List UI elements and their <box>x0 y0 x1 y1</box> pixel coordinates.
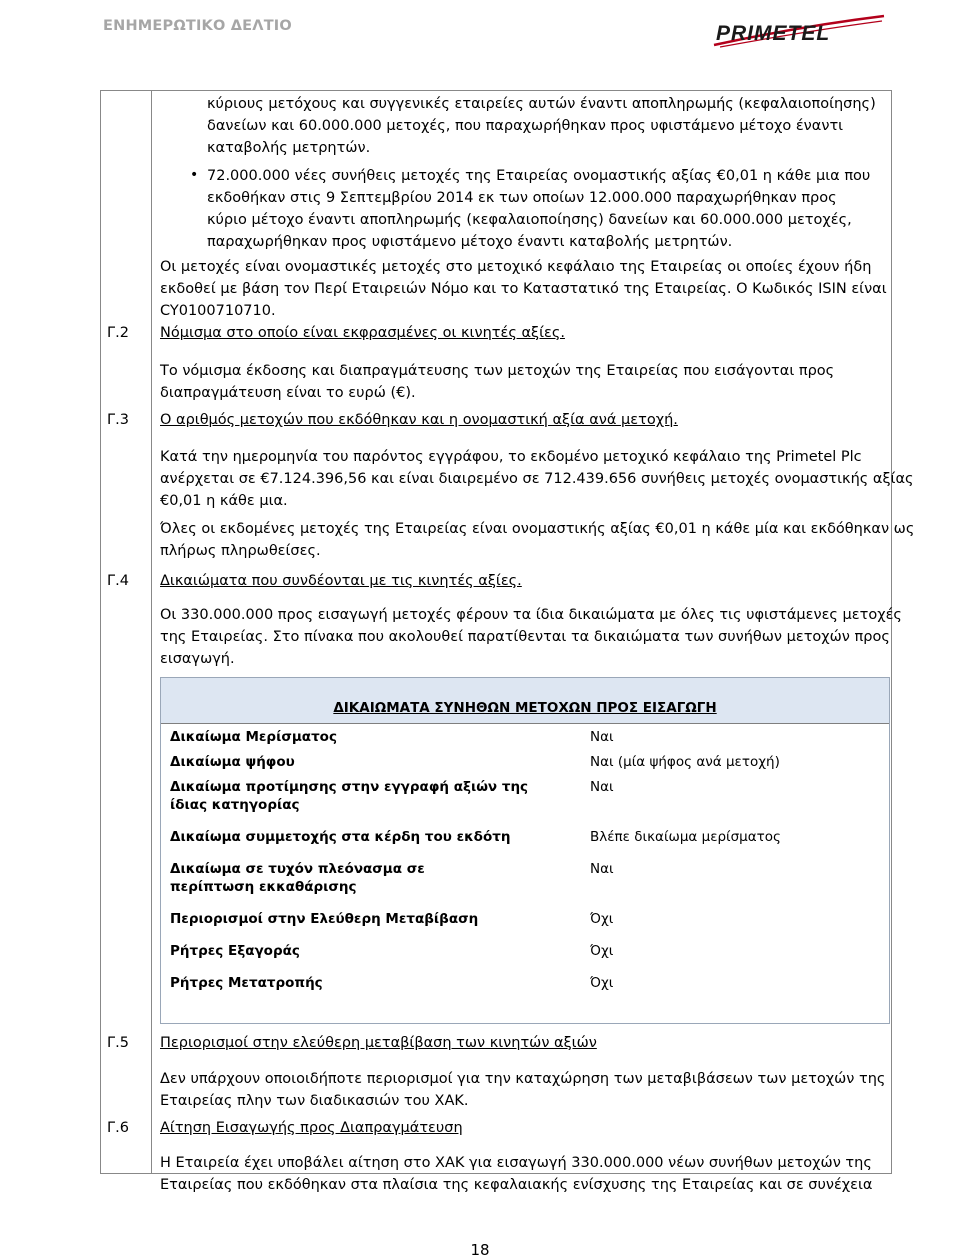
rights-row-label-line-2: ίδιας κατηγορίας <box>170 797 300 813</box>
page-number: 18 <box>470 1241 490 1259</box>
svg-text:PRIMETEL: PRIMETEL <box>716 22 831 45</box>
section-title-g3: Ο αριθμός μετοχών που εκδόθηκαν και η ονομαστική αξία ανά μετοχή. <box>160 412 678 428</box>
section-title-g4: Δικαιώματα που συνδέονται με τις κινητές αξίες. <box>160 573 522 589</box>
g5-line-1: Δεν υπάρχουν οποιοιδήποτε περιορισμοί για την καταχώρηση των μεταβιβάσεων των μετοχών της <box>160 1071 886 1087</box>
document-header-title: ΕΝΗΜΕΡΩΤΙΚΟ ΔΕΛΤΙΟ <box>103 18 292 34</box>
g4-line-3: εισαγωγή. <box>160 651 235 667</box>
section-title-g2: Νόμισμα στο οποίο είναι εκφρασμένες οι κινητές αξίες. <box>160 325 565 341</box>
bullet-line-2: εκδοθήκαν στις 9 Σεπτεμβρίου 2014 εκ των οποίων 12.000.000 παραχωρήθηκαν προς <box>207 190 837 206</box>
g3-p1-line-1: Κατά την ημερομηνία του παρόντος εγγράφου, το εκδομένο μετοχικό κεφάλαιο της Primetel Plc <box>160 449 862 465</box>
intro-line-3: καταβολής μετρητών. <box>207 140 371 156</box>
bullet-line-3: κύριο μέτοχο έναντι αποπληρωμής (κεφαλαιοποίησης) δανείων και 60.000.000 μετοχές, <box>207 212 852 228</box>
rights-row-value: Ναι <box>590 729 614 745</box>
section-number-g6: Γ.6 <box>107 1120 129 1136</box>
rights-row-label: Περιορισμοί στην Ελεύθερη Μεταβίβαση <box>170 911 479 927</box>
g6-line-1: Η Εταιρεία έχει υποβάλει αίτηση στο ΧΑΚ για εισαγωγή 330.000.000 νέων συνήθων μετοχών της <box>160 1155 872 1171</box>
rights-table-title: ΔΙΚΑΙΩΜΑΤΑ ΣΥΝΗΘΩΝ ΜΕΤΟΧΩΝ ΠΡΟΣ ΕΙΣΑΓΩΓΗ <box>333 700 717 716</box>
section-title-g5: Περιορισμοί στην ελεύθερη μεταβίβαση των κινητών αξιών <box>160 1035 597 1051</box>
rights-row-value: Όχι <box>590 911 614 927</box>
rights-row-label: Δικαίωμα συμμετοχής στα κέρδη του εκδότη <box>170 829 511 845</box>
g5-line-2: Εταιρείας πλην των διαδικασιών του ΧΑΚ. <box>160 1093 469 1109</box>
rights-table-header <box>160 677 890 724</box>
g2-line-1: Το νόμισμα έκδοσης και διαπραγμάτευσης των μετοχών της Εταιρείας που εισάγονται προς <box>160 363 835 379</box>
rights-row-label: Δικαίωμα ψήφου <box>170 754 295 770</box>
bullet-icon: • <box>190 167 199 183</box>
rights-row-value: Ναι (μία ψήφος ανά μετοχή) <box>590 754 780 770</box>
rights-row-value: Ναι <box>590 861 614 877</box>
column-divider <box>151 90 152 1173</box>
section-number-g4: Γ.4 <box>107 573 129 589</box>
isin-para-line-2: εκδοθεί με βάση τον Περί Εταιρειών Νόμο και το Καταστατικό της Εταιρείας. Ο Κωδικός ISIN είναι <box>160 281 887 297</box>
rights-row-value: Ναι <box>590 779 614 795</box>
bullet-line-1: 72.000.000 νέες συνήθεις μετοχές της Εταιρείας ονομαστικής αξίας €0,01 η κάθε μια που <box>207 168 871 184</box>
isin-para-line-1: Οι μετοχές είναι ονομαστικές μετοχές στο μετοχικό κεφάλαιο της Εταιρείας οι οποίες έχουν ήδη <box>160 259 872 275</box>
rights-row-label-line-1: Δικαίωμα σε τυχόν πλεόνασμα σε <box>170 861 425 877</box>
rights-row-label-line-2: περίπτωση εκκαθάρισης <box>170 879 357 895</box>
section-number-g5: Γ.5 <box>107 1035 129 1051</box>
g3-p2-line-1: Όλες οι εκδομένες μετοχές της Εταιρείας είναι ονομαστικής αξίας €0,01 η κάθε μία και εκδόθηκαν ως <box>160 521 915 537</box>
rights-row-label: Ρήτρες Μετατροπής <box>170 975 323 991</box>
g3-p1-line-2: ανέρχεται σε €7.124.396,56 και είναι διαιρεμένο σε 712.439.656 συνήθεις μετοχές ονομαστικής αξίας <box>160 471 914 487</box>
isin-para-line-3: CY0100710710. <box>160 303 276 319</box>
intro-line-2: δανείων και 60.000.000 μετοχές, που παραχωρήθηκαν προς υφιστάμενο μέτοχο έναντι <box>207 118 844 134</box>
rights-row-label: Ρήτρες Εξαγοράς <box>170 943 300 959</box>
rights-row-value: Όχι <box>590 975 614 991</box>
section-title-g6: Αίτηση Εισαγωγής προς Διαπραγμάτευση <box>160 1120 463 1136</box>
g3-p1-line-3: €0,01 η κάθε μια. <box>160 493 288 509</box>
g4-line-1: Οι 330.000.000 προς εισαγωγή μετοχές φέρουν τα ίδια δικαιώματα με όλες τις υφιστάμενες μετοχές <box>160 607 902 623</box>
bullet-line-4: παραχωρήθηκαν προς υφιστάμενο μέτοχο έναντι καταβολής μετρητών. <box>207 234 733 250</box>
section-number-g3: Γ.3 <box>107 412 129 428</box>
rights-row-label-line-1: Δικαίωμα προτίμησης στην εγγραφή αξιών της <box>170 779 529 795</box>
rights-row-value: Βλέπε δικαίωμα μερίσματος <box>590 829 781 845</box>
g6-line-2: Εταιρείας που εκδόθηκαν στα πλαίσια της κεφαλαιακής ενίσχυσης της Εταιρείας και σε συνέχεια <box>160 1177 873 1193</box>
section-number-g2: Γ.2 <box>107 325 129 341</box>
g4-line-2: της Εταιρείας. Στο πίνακα που ακολουθεί παρατίθενται τα δικαιώματα των συνήθων μετοχών προς <box>160 629 890 645</box>
rights-row-label: Δικαίωμα Μερίσματος <box>170 729 337 745</box>
primetel-logo <box>712 12 887 48</box>
rights-row-value: Όχι <box>590 943 614 959</box>
g2-line-2: διαπραγμάτευση είναι το ευρώ (€). <box>160 385 416 401</box>
g3-p2-line-2: πλήρως πληρωθείσες. <box>160 543 321 559</box>
intro-line-1: κύριους μετόχους και συγγενικές εταιρείες αυτών έναντι αποπληρωμής (κεφαλαιοποίησης) <box>207 96 876 112</box>
